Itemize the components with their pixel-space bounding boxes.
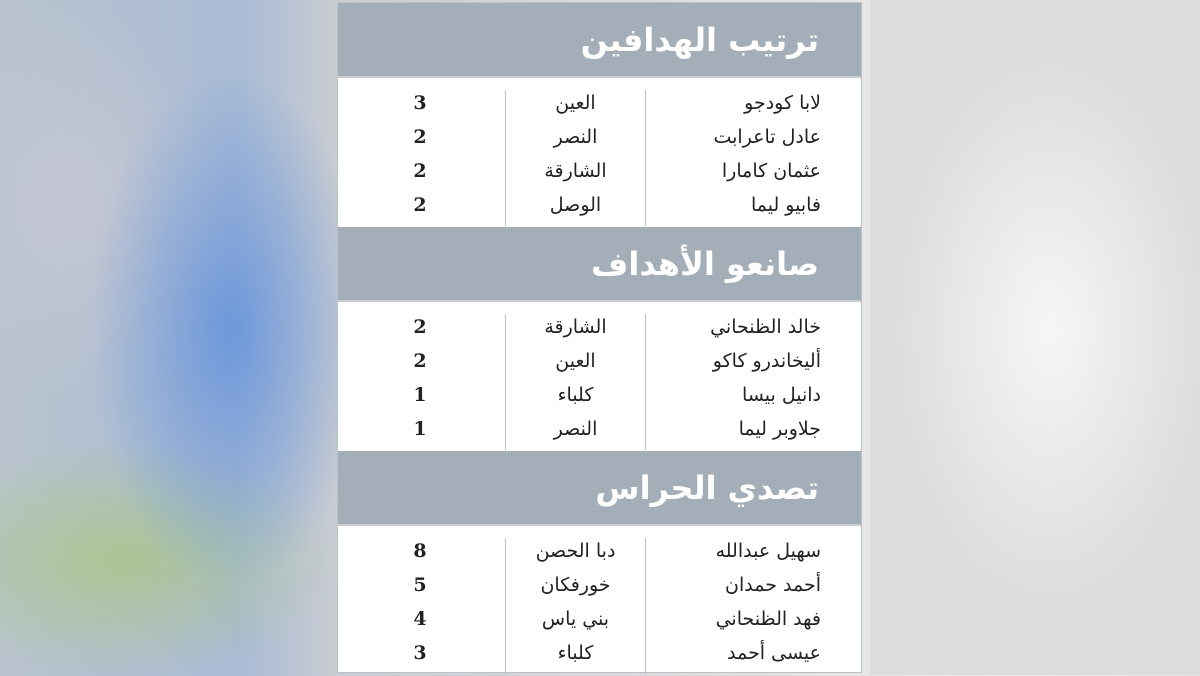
table-row	[338, 574, 861, 608]
table-row	[338, 418, 861, 452]
stats-panel	[337, 2, 862, 673]
team-name: كلباء	[557, 384, 594, 406]
table-row	[338, 126, 861, 160]
player-name: عيسى أحمد	[727, 642, 821, 664]
stat-value: 2	[413, 126, 427, 148]
stat-value: 8	[413, 540, 427, 562]
stat-value: 2	[413, 160, 427, 182]
team-name: دبا الحصن	[535, 540, 616, 562]
team-name: بني ياس	[541, 608, 610, 630]
table-row	[338, 384, 861, 418]
table-row	[338, 92, 861, 126]
table-row	[338, 160, 861, 194]
stat-value: 2	[413, 350, 427, 372]
section-top-scorers	[338, 3, 861, 226]
team-name: كلباء	[557, 642, 594, 664]
team-name: الشارقة	[544, 316, 607, 338]
table-row	[338, 316, 861, 350]
player-name: سهيل عبدالله	[715, 540, 821, 562]
team-name: الوصل	[549, 194, 602, 216]
team-name: النصر	[553, 126, 598, 148]
stat-value: 2	[413, 316, 427, 338]
table-row	[338, 350, 861, 384]
table-row	[338, 642, 861, 676]
stat-value: 3	[413, 642, 427, 664]
table-row	[338, 194, 861, 228]
table-row	[338, 608, 861, 642]
team-name: النصر	[553, 418, 598, 440]
section-goalkeeper-saves	[338, 451, 861, 674]
player-name: خالد الظنحاني	[710, 316, 821, 338]
section-title: ترتيب الهدافين	[338, 3, 861, 78]
player-name: جلاوبر ليما	[738, 418, 821, 440]
player-name: دانيل بيسا	[742, 384, 821, 406]
team-name: الشارقة	[544, 160, 607, 182]
stat-value: 3	[413, 92, 427, 114]
stat-value: 5	[413, 574, 427, 596]
stats-table	[338, 78, 861, 226]
blurred-background	[870, 0, 1200, 675]
player-name: فابيو ليما	[750, 194, 821, 216]
section-top-assists	[338, 227, 861, 450]
table-row	[338, 540, 861, 574]
stats-table	[338, 302, 861, 450]
player-name: لابا كودجو	[744, 92, 821, 114]
player-name: عثمان كامارا	[721, 160, 821, 182]
team-name: العين	[555, 92, 596, 114]
player-name: أحمد حمدان	[725, 574, 821, 596]
player-name: فهد الظنحاني	[715, 608, 821, 630]
stat-value: 4	[413, 608, 427, 630]
team-name: العين	[555, 350, 596, 372]
section-title: تصدي الحراس	[338, 451, 861, 526]
section-title: صانعو الأهداف	[338, 227, 861, 302]
stats-table	[338, 526, 861, 674]
player-name: عادل تاعرابت	[713, 126, 821, 148]
stat-value: 2	[413, 194, 427, 216]
player-name: أليخاندرو كاكو	[712, 350, 821, 372]
stat-value: 1	[413, 384, 427, 406]
stat-value: 1	[413, 418, 427, 440]
team-name: خورفكان	[540, 574, 611, 596]
